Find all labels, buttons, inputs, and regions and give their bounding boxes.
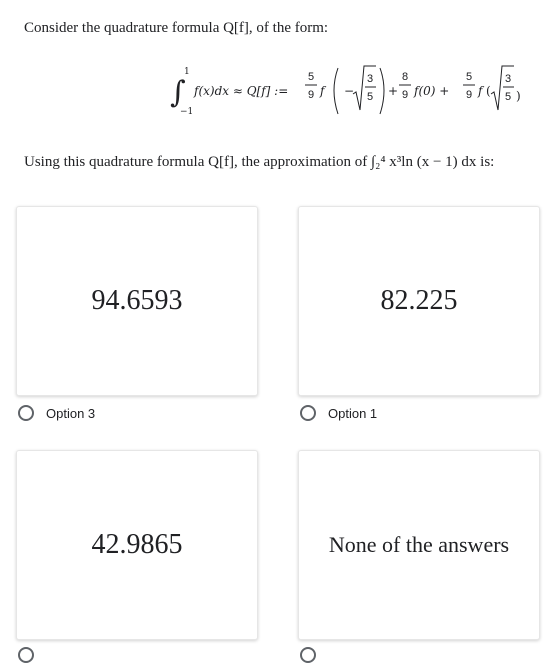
node1-num: 3 [367, 73, 374, 85]
integral-upper: 1 [184, 67, 190, 77]
w1-den: 9 [308, 89, 315, 101]
quadrature-formula [170, 60, 530, 120]
option-row-1[interactable] [18, 405, 95, 421]
option-row-4[interactable] [300, 647, 328, 663]
option-card-4[interactable]: None of the answers [298, 450, 540, 640]
svg-text:): ) [516, 89, 521, 103]
radio-button[interactable] [300, 647, 316, 663]
w2-num: 8 [402, 71, 409, 83]
question-intro: Consider the quadrature formula Q[f], of the form: [24, 20, 329, 36]
option-row-3[interactable] [18, 647, 46, 663]
w3-den: 9 [466, 89, 473, 101]
option-card-3[interactable]: 42.9865 [16, 450, 258, 640]
question-prompt: Using this quadrature formula Q[f], the approximation of ∫₂⁴ x³ln (x − 1) dx is: [24, 154, 495, 170]
w1-num: 5 [308, 71, 315, 83]
f-3: f [478, 84, 483, 98]
option-card-1[interactable]: 94.6593 [16, 206, 258, 396]
svg-text:+: + [388, 84, 399, 98]
node3-den: 5 [505, 91, 512, 103]
option-row-2[interactable] [300, 405, 377, 421]
w3-num: 5 [466, 71, 473, 83]
option-label: Option 3 [46, 405, 96, 421]
option-card-2[interactable]: 82.225 [298, 206, 540, 396]
formula-lhs: f(x)dx ≈ Q[f] := [194, 84, 289, 98]
radio-button[interactable] [300, 405, 316, 421]
integral-lower: −1 [180, 107, 194, 117]
w2-den: 9 [402, 89, 409, 101]
radio-button[interactable] [18, 647, 34, 663]
option-label: Option 1 [328, 405, 378, 421]
radio-button[interactable] [18, 405, 34, 421]
node3-num: 3 [505, 73, 512, 85]
integral-sign: ∫ [170, 75, 186, 110]
f-1: f [320, 84, 325, 98]
node1-den: 5 [367, 91, 374, 103]
svg-text:−: − [344, 84, 355, 98]
formula-mid: f(0) + [414, 84, 450, 98]
svg-text:(: ( [486, 84, 491, 98]
